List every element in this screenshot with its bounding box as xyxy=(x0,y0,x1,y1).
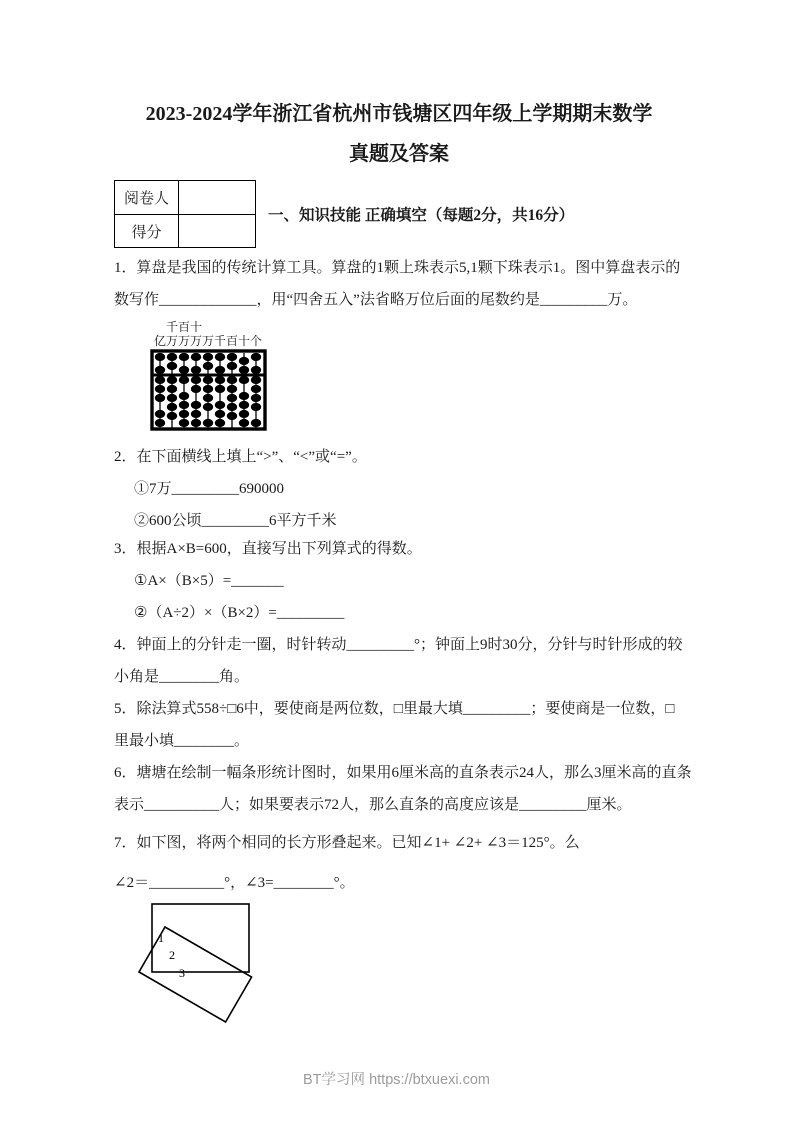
exam-title-line1: 2023-2024学年浙江省杭州市钱塘区四年级上学期期末数学 xyxy=(145,103,653,125)
q7-line2: ∠2＝__________°，∠3=________°。 xyxy=(114,875,355,891)
angle-1-label: 1 xyxy=(158,931,164,945)
q7-line1: 7．如下图，将两个相同的长方形叠起来。已知∠1+ ∠2+ ∠3＝125°。么 xyxy=(114,835,580,851)
score-header-row xyxy=(114,180,684,248)
abacus-image xyxy=(150,349,268,431)
grader-value-cell xyxy=(179,181,255,214)
q3-item2: ②（A÷2）×（B×2）=_________ xyxy=(134,605,345,621)
q4-line1: 4．钟面上的分针走一圈，时针转动_________°；钟面上9时30分，分针与时针形成的较 xyxy=(114,637,683,653)
q2-item2: ②600公顷_________6平方千米 xyxy=(134,513,337,529)
score-value-cell xyxy=(179,215,255,247)
abacus-figure xyxy=(150,320,270,431)
angle-3-label: 3 xyxy=(179,966,185,980)
q2-item1: ①7万_________690000 xyxy=(134,481,285,497)
section-heading: 一、知识技能 正确填空（每题2分，共16分） xyxy=(268,207,575,224)
score-label: 得分 xyxy=(115,215,179,247)
slanted-rectangle xyxy=(139,927,252,1022)
abacus-label-bottom: 亿万万万万千百十个 xyxy=(154,334,263,348)
q5-line1: 5．除法算式558÷□6中，要使商是两位数，□里最大填_________；要使商是一位数，□ xyxy=(114,701,675,717)
q5-line2: 里最小填________。 xyxy=(114,733,250,749)
abacus-label-top: 千百十 xyxy=(166,320,203,334)
rectangles-figure xyxy=(138,901,684,1034)
upright-rectangle xyxy=(152,904,249,972)
overlapping-rectangles-diagram xyxy=(138,901,308,1029)
grader-row xyxy=(115,181,255,214)
score-row xyxy=(115,214,255,247)
q1-line2: 数写作_____________，用“四舍五入”法省略万位后面的尾数约是_________万。 xyxy=(114,292,638,308)
score-table xyxy=(114,180,256,248)
q4-line2: 小角是________角。 xyxy=(114,669,250,685)
q6-line2: 表示__________人；如果要表示72人，那么直条的高度应该是_________厘米。 xyxy=(114,797,632,813)
grader-label: 阅卷人 xyxy=(115,181,179,214)
q6-line1: 6．塘塘在绘制一幅条形统计图时，如果用6厘米高的直条表示24人，那么3厘米高的直条 xyxy=(114,765,692,781)
q2-line1: 2．在下面横线上填上“>”、“<”或“=”。 xyxy=(114,449,367,465)
q1-line1: 1．算盘是我国的传统计算工具。算盘的1颗上珠表示5,1颗下珠表示1。图中算盘表示的 xyxy=(114,260,681,276)
exam-page xyxy=(114,0,692,1034)
footer-watermark: BT学习网 https://btxuexi.com xyxy=(303,1072,490,1088)
angle-2-label: 2 xyxy=(169,948,175,962)
q3-item1: ①A×（B×5）=_______ xyxy=(134,573,284,589)
exam-title-line2: 真题及答案 xyxy=(349,143,449,165)
q3-line1: 3．根据A×B=600，直接写出下列算式的得数。 xyxy=(114,541,422,557)
